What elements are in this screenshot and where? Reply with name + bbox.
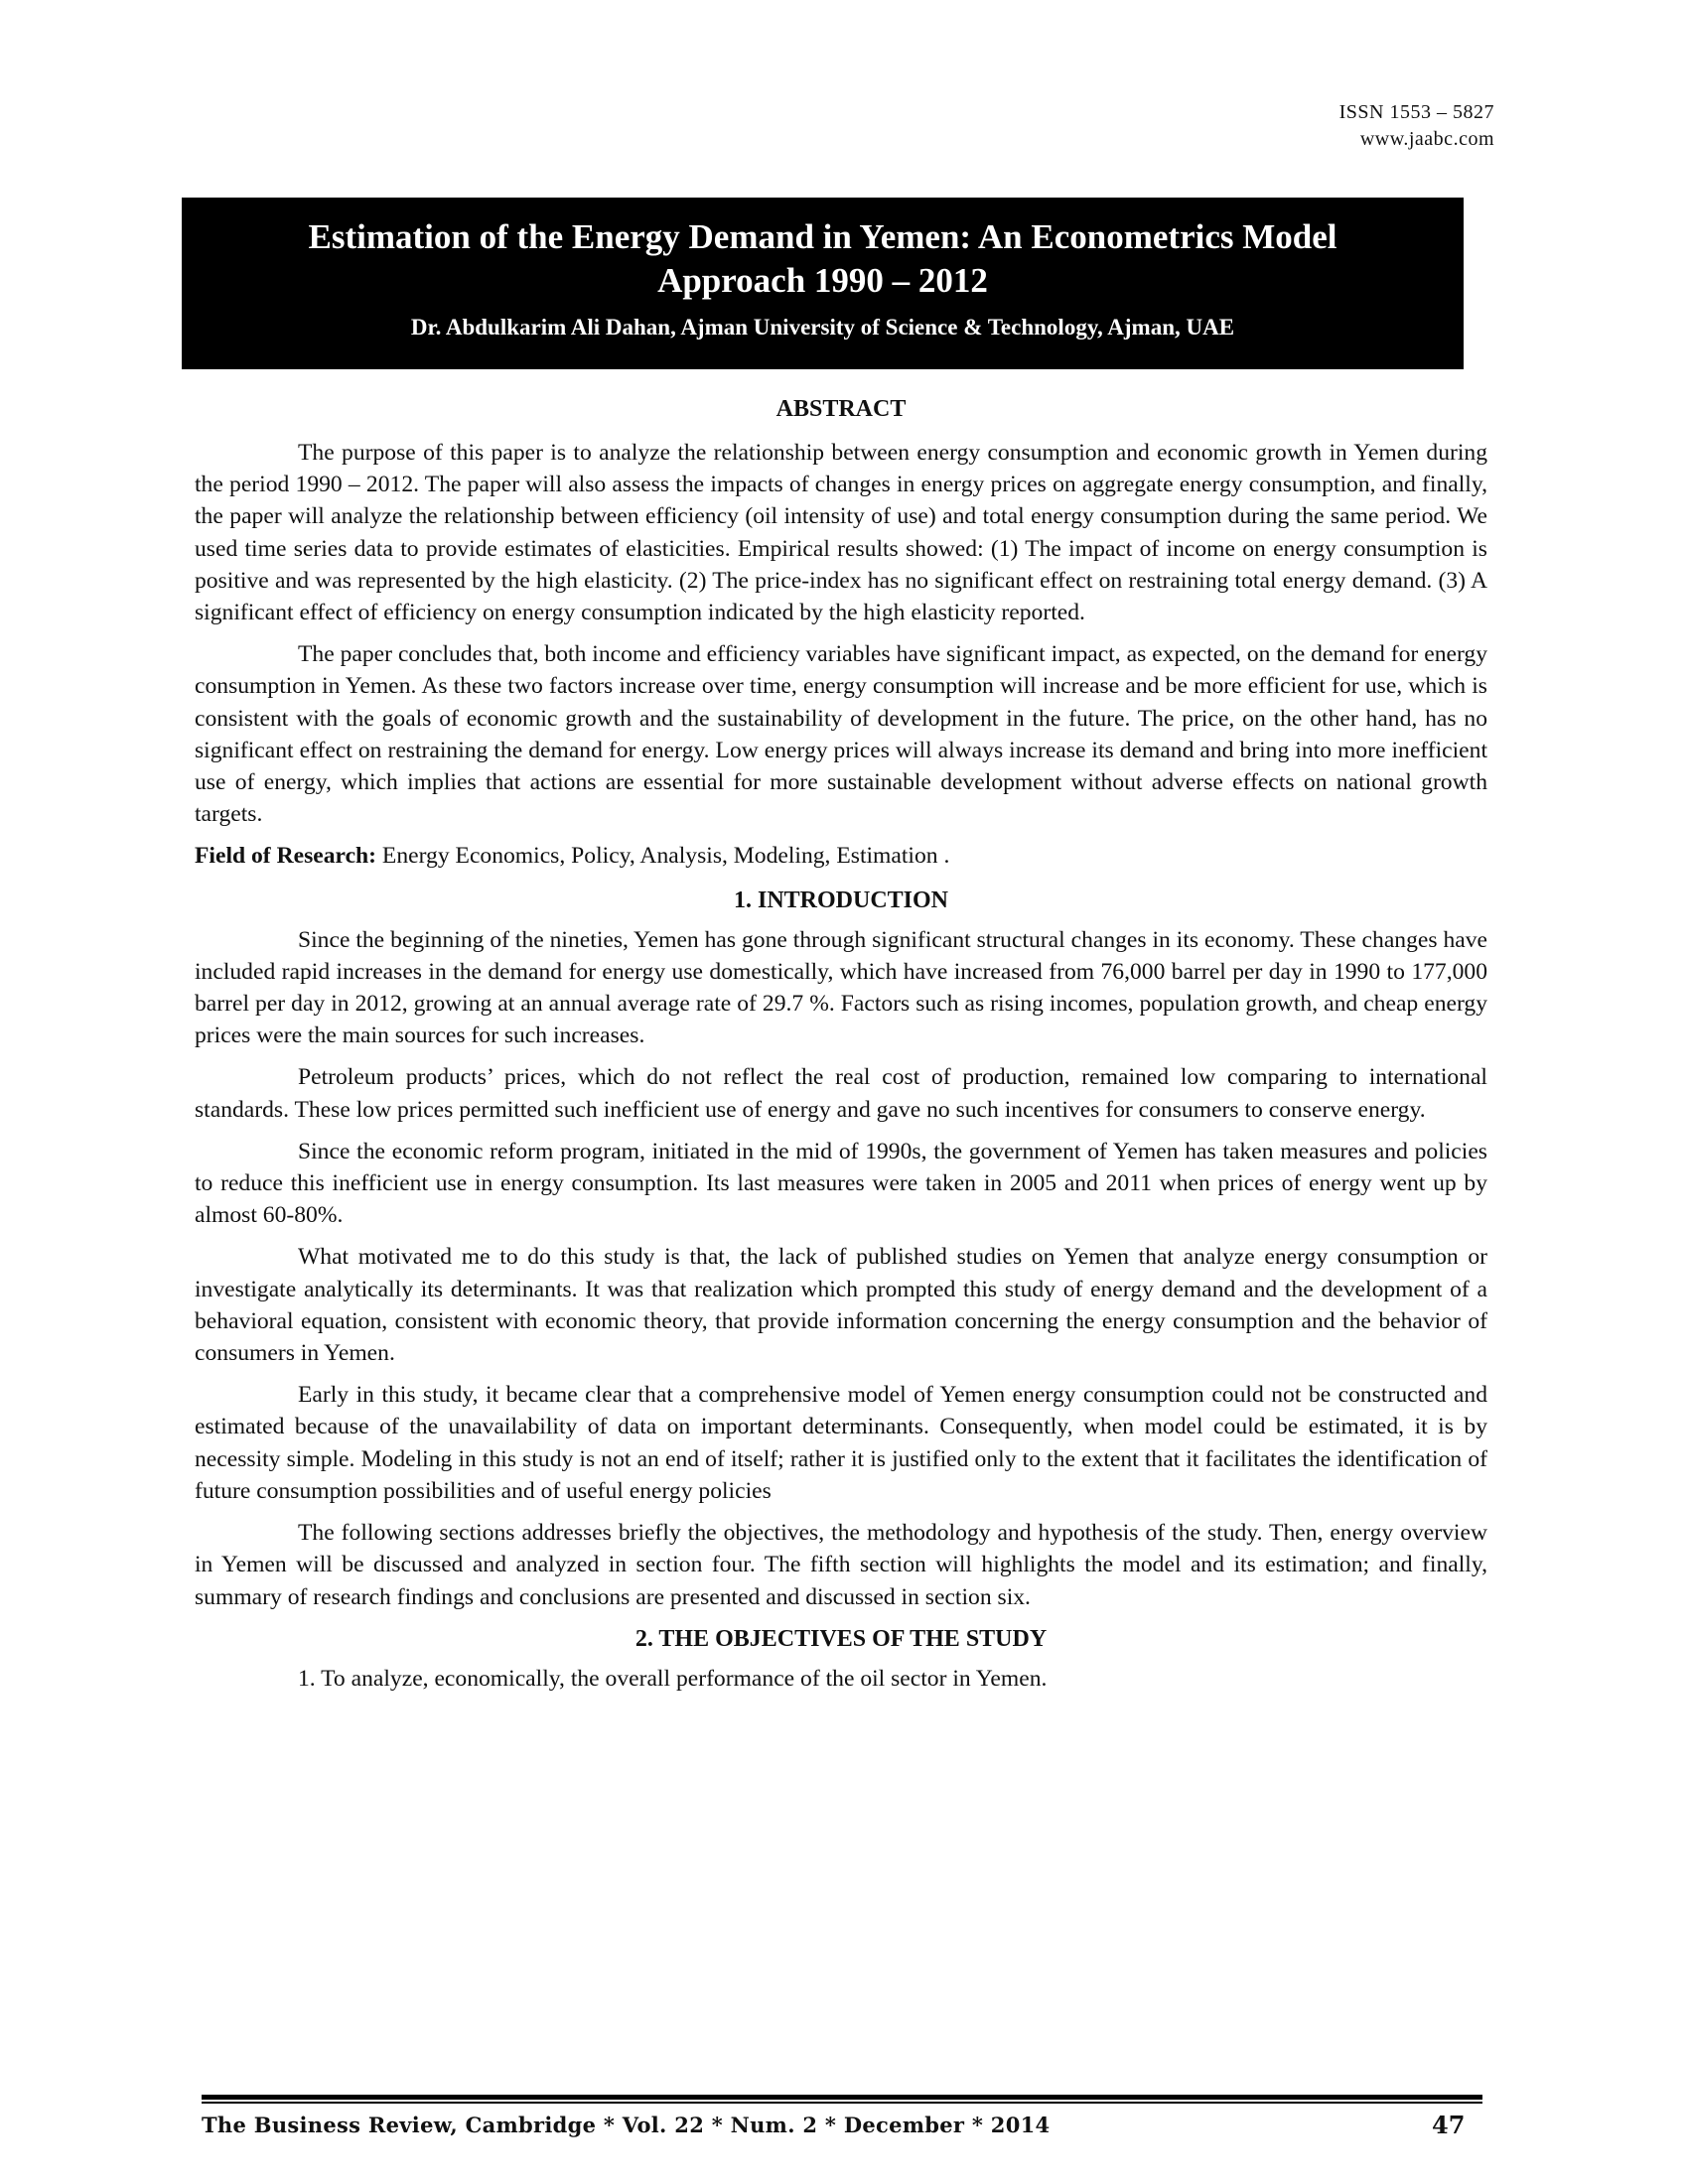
introduction-paragraph: The following sections addresses briefly the objectives, the methodology and hypothesis of the study. Then, energy overview in Yemen will be discussed and analyzed in section four. The fifth section will highlights the model and its estimation; and finally, summary of research findings and conclusions are presented and discussed in section six.	[195, 1520, 1487, 1610]
paper-title: Estimation of the Energy Demand in Yemen: An Econometrics Model Approach 1990 – 2012	[308, 217, 1337, 300]
abstract-paragraph: The purpose of this paper is to analyze the relationship between energy consumption and economic growth in Yemen during the period 1990 – 2012. The paper will also assess the impacts of changes in energy prices on aggregate energy consumption, and finally, the paper will analyze the relationship between efficiency (oil intensity of use) and total energy consumption during the same period. We used time series data to provide estimates of elasticities. Empirical results showed: (1) The impact of income on energy consumption is positive and was represented by the high elasticity. (2) The price-index has no significant effect on restraining total energy demand. (3) A significant effect of efficiency on energy consumption indicated by the high elasticity reported.	[195, 440, 1487, 626]
field-value: Energy Economics, Policy, Analysis, Modeling, Estimation .	[376, 843, 950, 870]
objective-item: 1. To analyze, economically, the overall performance of the oil sector in Yemen.	[298, 1665, 1048, 1692]
journal-header	[1339, 99, 1494, 153]
field-of-research	[195, 840, 1487, 872]
issn-number: ISSN 1553 – 5827	[1338, 101, 1494, 123]
page-number: 47	[1432, 2111, 1466, 2139]
field-label: Field of Research:	[195, 843, 377, 870]
introduction-paragraph: Early in this study, it became clear that a comprehensive model of Yemen energy consumption could not be constructed and estimated because of the unavailability of data on important determinants. Consequently, when model could be estimated, it is by necessity simple. Modeling in this study is not an end of itself; rather it is justified only to the extent that it facilitates the identification of future consumption possibilities and of useful energy policies	[195, 1382, 1487, 1504]
introduction-paragraph: Since the economic reform program, initiated in the mid of 1990s, the government of Yemen has taken measures and policies to reduce this inefficient use in energy consumption. Its last measures were taken in 2005 and 2011 when prices of energy went up by almost 60-80%.	[195, 1138, 1487, 1229]
footer-rule-thick	[202, 2095, 1482, 2100]
title-banner	[182, 198, 1464, 369]
introduction-heading: 1. INTRODUCTION	[733, 887, 949, 913]
footer-rule-thin	[202, 2102, 1482, 2104]
paper-body	[195, 393, 1487, 1695]
abstract-paragraph: The paper concludes that, both income and efficiency variables have significant impact, as expected, on the demand for energy consumption in Yemen. As these two factors increase over time, energy consumption will increase and be more efficient for use, which is consistent with the goals of economic growth and the sustainability of development in the future. The price, on the other hand, has no significant effect on restraining the demand for energy. Low energy prices will always increase its demand and bring into more inefficient use of energy, which implies that actions are essential for more sustainable development without adverse effects on national growth targets.	[195, 641, 1487, 828]
abstract-heading: ABSTRACT	[775, 396, 907, 422]
objectives-heading: 2. THE OBJECTIVES OF THE STUDY	[634, 1625, 1048, 1652]
author-line: Dr. Abdulkarim Ali Dahan, Ajman University of Science & Technology, Ajman, UAE	[410, 315, 1235, 340]
journal-url: www.jaabc.com	[1359, 128, 1494, 150]
introduction-paragraph: Petroleum products’ prices, which do not reflect the real cost of production, remained low comparing to international standards. These low prices permitted such inefficient use of energy and gave no such incentives for consumers to conserve energy.	[195, 1064, 1487, 1123]
introduction-paragraph: What motivated me to do this study is that, the lack of published studies on Yemen that analyze energy consumption or investigate analytically its determinants. It was that realization which prompted this study of energy demand and the development of a behavioral equation, consistent with economic theory, that provide information concerning the energy consumption and the behavior of consumers in Yemen.	[195, 1244, 1487, 1367]
footer-journal-citation: The Business Review, Cambridge * Vol. 22 * Num. 2 * December * 2014	[202, 2113, 1051, 2137]
introduction-paragraph: Since the beginning of the nineties, Yemen has gone through significant structural changes in its economy. These changes have included rapid increases in the demand for energy use domestically, which have increased from 76,000 barrel per day in 1990 to 177,000 barrel per day in 2012, growing at an annual average rate of 29.7 %. Factors such as rising incomes, population growth, and cheap energy prices were the main sources for such increases.	[195, 926, 1487, 1049]
